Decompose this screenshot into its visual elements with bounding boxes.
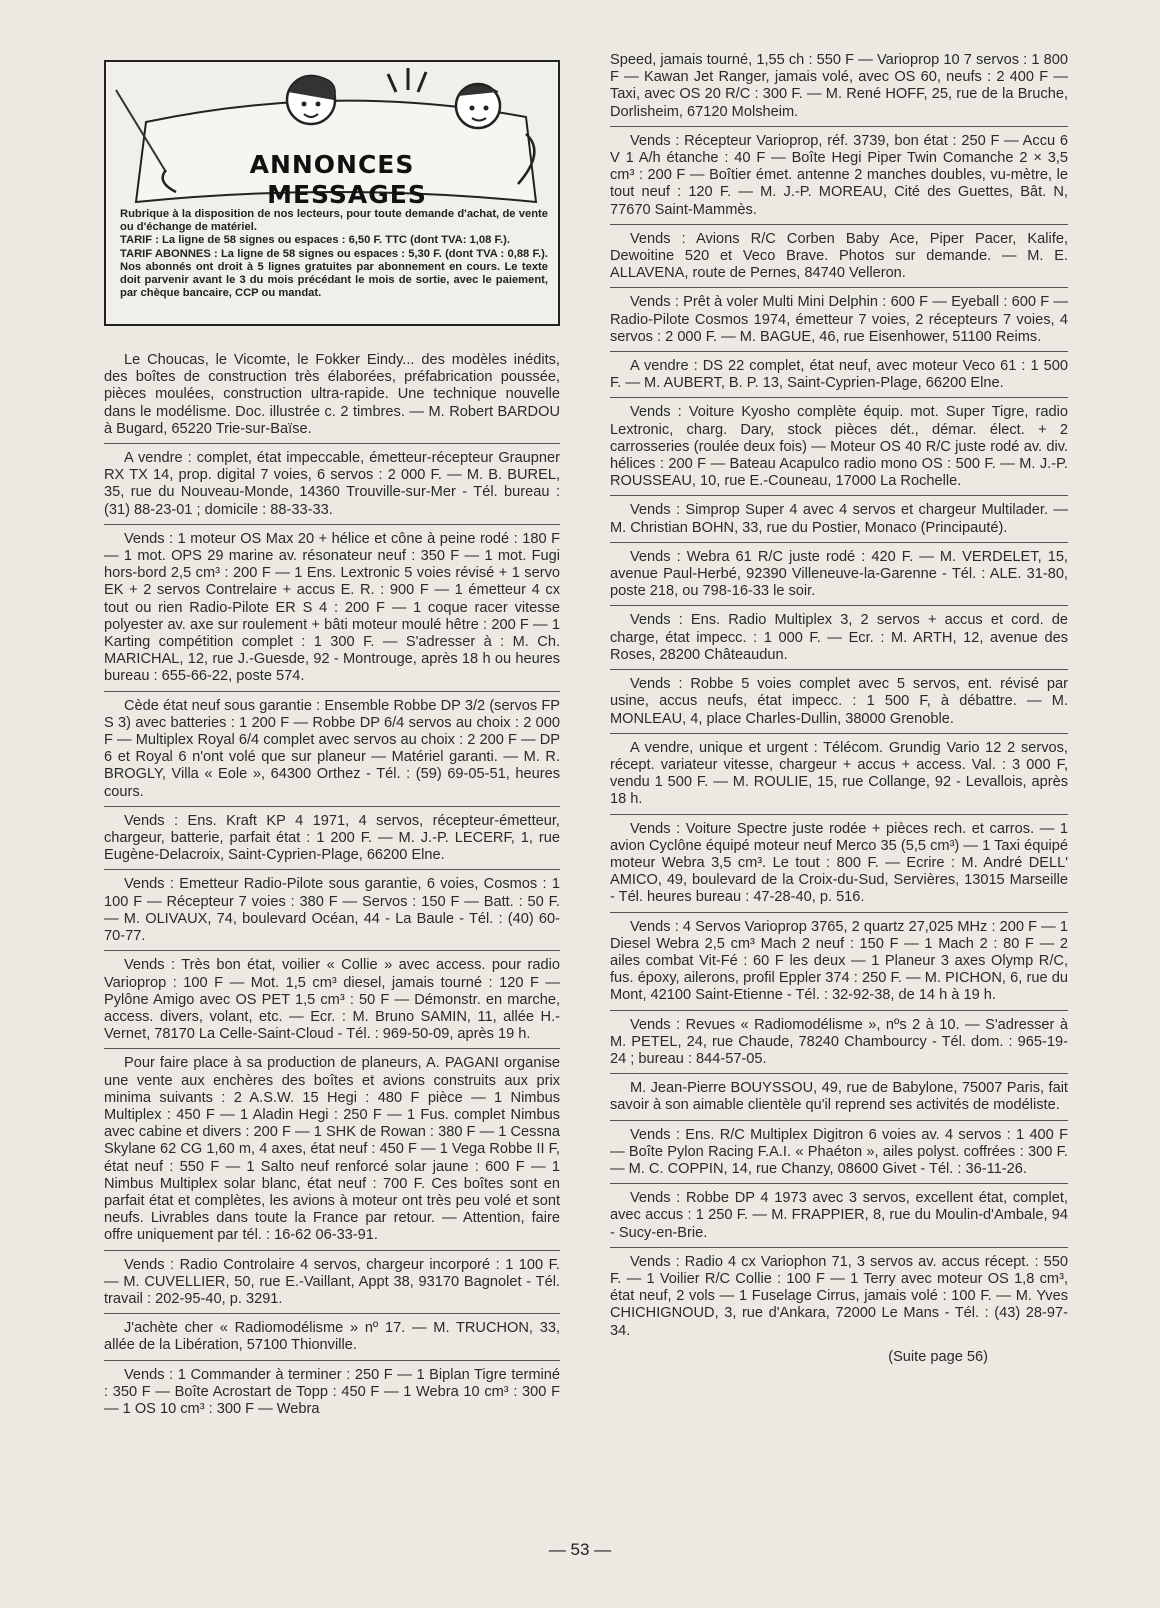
header-text [120,208,548,300]
classified-ad: Vends : Emetteur Radio-Pilote sous garantie, 6 voies, Cosmos : 1 100 F — Récepteur 7 voies : 380 F — Servos : 150 F — Batt. : 50 F. — M. OLIVAUX, 74, boulevard Océan, 44 - La Baule - Tél. : (40) 60-70-77. [104,874,560,951]
classified-ad: J'achète cher « Radiomodélisme » nº 17. — M. TRUCHON, 33, allée de la Libération, 57100 Thionville. [104,1318,560,1360]
classified-ad: Vends : Radio Controlaire 4 servos, chargeur incorporé : 1 100 F. — M. CUVELLIER, 50, rue E.-Vaillant, Appt 38, 93170 Bagnolet - Tél. travail : 202-95-40, p. 3291. [104,1255,560,1315]
left-column [104,350,560,1427]
continued-note: (Suite page 56) [888,1348,988,1365]
classified-ad: Vends : Ens. R/C Multiplex Digitron 6 voies av. 4 servos : 1 400 F — Boîte Pylon Racing F.A.I. « Phaéton », ailes polyst. coffrées : 300 F. — M. C. COPPIN, 14, rue Chanzy, 08600 Givet - Tél. : 36-11-26. [610,1125,1068,1185]
header-intro: Rubrique à la disposition de nos lecteurs, pour toute demande d'achat, de vente ou d'échange de matériel. [120,208,548,234]
classified-ad: Vends : Récepteur Varioprop, réf. 3739, bon état : 250 F — Accu 6 V 1 A/h étanche : 40 F — Boîte Hegi Piper Twin Comanche 2 × 3,5 cm³ : 200 F — Boîtier émet. antenne 2 manches doubles, vu-mètre, le tout neuf : 120 F. — M. J.-P. MOREAU, Cité des Guettes, Bât. N, 77670 Saint-Mammès. [610,131,1068,225]
classified-ad: Vends : Robbe DP 4 1973 avec 3 servos, excellent état, complet, avec accus : 1 250 F. — M. FRAPPIER, 8, rue du Moulin-d'Ambale, 94 - Sucy-en-Brie. [610,1188,1068,1248]
right-column [610,50,1068,1366]
classified-ad: A vendre : DS 22 complet, état neuf, avec moteur Veco 61 : 1 500 F. — M. AUBERT, B. P. 13, Saint-Cyprien-Plage, 66200 Elne. [610,356,1068,398]
classified-ad: Vends : 1 moteur OS Max 20 + hélice et cône à peine rodé : 180 F — 1 mot. OPS 29 marine av. résonateur neuf : 350 F — 1 mot. Fugi hors-bord 2,5 cm³ : 200 F — 1 Ens. Lextronic 5 voies révisé + 1 servo EK + 2 servos Contrelaire + accus E. R. : 900 F — 1 émetteur 4 cx tout ou rien Radio-Pilote ER S 4 : 200 F — 1 coque racer vitesse polyester av. axe sur roulement + bâti moteur moulé hêtre : 200 F — 1 Karting compétition complet : 1 300 F. — S'adresser à : M. Ch. MARICHAL, 12, rue J.-Guesde, 92 - Montrouge, après 18 h ou heures bureau : 655-66-22, poste 574. [104,529,560,692]
classified-ad: Vends : Webra 61 R/C juste rodé : 420 F. — M. VERDELET, 15, avenue Paul-Herbé, 92390 Villeneuve-la-Garenne - Tél. : ALE. 31-80, poste 218, ou 798-16-33 le soir. [610,547,1068,607]
classified-ad: Cède état neuf sous garantie : Ensemble Robbe DP 3/2 (servos FP S 3) avec batteries : 1 200 F — Robbe DP 6/4 servos au choix : 2 000 F — Multiplex Royal 6/4 complet avec servos au choix : 2 200 F — DP 6 et Royal 6 n'ont volé que sur planeur — Matériel garanti. — M. R. BROGLY, Villa « Eole », 64300 Orthez - Tél. : (59) 69-05-51, heures cours. [104,696,560,807]
classified-ad: M. Jean-Pierre BOUYSSOU, 49, rue de Babylone, 75007 Paris, fait savoir à son aimable clientèle qu'il reprend ses activités de modéliste. [610,1078,1068,1120]
classified-ad: Vends : Voiture Kyosho complète équip. mot. Super Tigre, radio Lextronic, charg. Dary, stock pièces dét., démar. élect. + 2 carrosseries (roulée deux fois) — Moteur OS 40 R/C juste rodé av. div. hélices : 200 F — Bateau Acapulco radio mono OS : 500 F. — M. J.-P. ROUSSEAU, 10, rue E.-Couneau, 17000 La Rochelle. [610,402,1068,496]
classified-ad: Vends : Prêt à voler Multi Mini Delphin : 600 F — Eyeball : 600 F — Radio-Pilote Cosmos 1974, émetteur 7 voies, 2 récepteurs 7 voies, 4 servos : 2 000 F. — M. BAGUE, 46, rue Eisenhower, 51100 Reims. [610,292,1068,352]
classified-ad: Vends : Avions R/C Corben Baby Ace, Piper Pacer, Kalife, Dewoitine 520 et Veco Brave. Photos sur demande. — M. E. ALLAVENA, route de Pernes, 84740 Velleron. [610,229,1068,289]
classified-ad: Vends : 1 Commander à terminer : 250 F — 1 Biplan Tigre terminé : 350 F — Boîte Acrostart de Topp : 450 F — 1 Webra 10 cm³ : 300 F — 1 OS 10 cm³ : 300 F — Webra [104,1366,560,1417]
classified-ad: Vends : Très bon état, voilier « Collie » avec access. pour radio Varioprop : 100 F — Mot. 1,5 cm³ diesel, jamais tourné : 120 F — Pylône Amigo avec OS PET 1,5 cm³ : 50 F — Démonstr. en marche, access. divers, volant, etc. — Ecr. : M. Bruno SAMIN, 11, allée H.-Vernet, 78170 La Celle-Saint-Cloud - Tél. : 969-50-09, après 19 h. [104,955,560,1049]
classified-ad: Pour faire place à sa production de planeurs, A. PAGANI organise une vente aux enchères des boîtes et avions construits aux prix minima suivants : 2 A.S.W. 15 Hegi : 480 F pièce — 1 Nimbus Multiplex : 450 F — 1 Aladin Hegi : 250 F — 1 Fus. complet Nimbus avec cabine et divers : 200 F — 1 SHK de Rowan : 380 F — 1 Cessna Skylane 62 CG 1,60 m, 4 axes, état neuf : 450 F — 1 Vega Robbe II F, état neuf : 550 F — 1 Salto neuf renforcé solar jaune : 600 F — 1 Nimbus Multiplex solar blanc, état neuf : 700 F. Ces boîtes sont en parfait état et complètes, les avions à moteur ont très peu volé et sont neufs. Livrables dans toute la France par retour. — Attention, faire offre uniquement par tél. : 16-62 06-33-91. [104,1053,560,1250]
title-line-1: ANNONCES [249,150,415,179]
header-title [106,150,558,210]
classified-ad: A vendre : complet, état impeccable, émetteur-récepteur Graupner RX TX 14, prop. digital 7 voies, 6 servos : 2 000 F. — M. B. BUREL, 35, rue du Nouveau-Monde, 14360 Trouville-sur-Mer - Tél. bureau : (31) 88-23-01 ; domicile : 88-33-33. [104,448,560,525]
classified-ad: Vends : 4 Servos Varioprop 3765, 2 quartz 27,025 MHz : 200 F — 1 Diesel Webra 2,5 cm³ Mach 2 neuf : 150 F — 1 Mach 2 : 80 F — 2 ailes combat Vit-Fé : 60 F les deux — 1 Planeur 3 axes Olymp R/C, fus. époxy, ailerons, profil Eppler 374 : 250 F. — M. PICHON, 6, rue du Mont, 42100 Saint-Etienne - Tél. : 32-92-38, de 14 h à 19 h. [610,917,1068,1011]
classified-ad: Vends : Robbe 5 voies complet avec 5 servos, ent. révisé par usine, accus neufs, état impecc. : 1 500 F, à débattre. — M. MONLEAU, 4, place Charles-Dullin, 38000 Grenoble. [610,674,1068,734]
page-number: — 53 — [548,1540,612,1559]
classified-ad: Le Choucas, le Vicomte, le Fokker Eindy... des modèles inédits, des boîtes de construction très élaborées, préfabrication poussée, pièces moulées, construction ultra-rapide. Une technique nouvelle dans le modélisme. Doc. illustrée c. 2 timbres. — M. Robert BARDOU à Bugard, 65220 Trie-sur-Baïse. [104,350,560,444]
classified-ad: Vends : Simprop Super 4 avec 4 servos et chargeur Multilader. — M. Christian BOHN, 33, rue du Postier, Monaco (Principauté). [610,500,1068,542]
classified-ad: Vends : Revues « Radiomodélisme », nºs 2 à 10. — S'adresser à M. PETEL, 24, rue Chaude, 78240 Chambourcy - Tél. dom. : 965-19-24 ; bureau : 844-57-05. [610,1015,1068,1075]
title-line-2: MESSAGES [267,180,427,209]
classified-ad-continued: Speed, jamais tourné, 1,55 ch : 550 F — Varioprop 10 7 servos : 1 800 F — Kawan Jet Ranger, jamais volé, avec OS 60, neufs : 2 400 F — Taxi, avec OS 20 R/C : 300 F. — M. René HOFF, 25, rue de la Bruche, Dorlisheim, 67120 Molsheim. [610,50,1068,127]
header-box [104,60,560,326]
classified-ad: A vendre, unique et urgent : Télécom. Grundig Vario 12 2 servos, récept. variateur vitesse, chargeur + accus + access. Val. : 3 000 F, vendu 1 500 F. — M. ROULIE, 15, rue Collange, 92 - Levallois, après 18 h. [610,738,1068,815]
header-tarif-abonnes: TARIF ABONNES : La ligne de 58 signes ou espaces : 5,30 F. (dont TVA : 0,88 F.). Nos abonnés ont droit à 5 lignes gratuites par abonnement en cours. Le texte doit parvenir avant le 3 du mois précédant le mois de sortie, avec le paiement, par chèque bancaire, CCP ou mandat. [120,247,548,300]
classified-ad: Vends : Radio 4 cx Variophon 71, 3 servos av. accus récept. : 550 F. — 1 Voilier R/C Collie : 100 F — 1 Terry avec moteur OS 1,8 cm³, état neuf, 2 vols — 1 Fuselage Cirrus, jamais volé : 100 F. — M. Yves CHICHIGNOUD, 3, rue d'Ankara, 72000 Le Mans - Tél. : (43) 28-97-34. [610,1253,1068,1339]
classified-ad: Vends : Ens. Radio Multiplex 3, 2 servos + accus et cord. de charge, état impecc. : 1 000 F. — Ecr. : M. ARTH, 12, avenue des Roses, 28200 Châteaudun. [610,610,1068,670]
classified-ad: Vends : Voiture Spectre juste rodée + pièces rech. et carros. — 1 avion Cyclône équipé moteur neuf Merco 35 (5,5 cm³) — 1 Taxi équipé moteur Webra 3,5 cm³. Le tout : 800 F. — Ecrire : M. André DELL' AMICO, 49, boulevard de la Croix-du-Sud, Servières, 13015 Marseille - Tél. heures bureau : 47-28-40, p. 516. [610,819,1068,913]
classified-ad: Vends : Ens. Kraft KP 4 1971, 4 servos, récepteur-émetteur, chargeur, batterie, parfait état : 1 200 F. — M. J.-P. LECERF, 1, rue Eugène-Delacroix, Saint-Cyprien-Plage, 66200 Elne. [104,811,560,871]
header-tarif: TARIF : La ligne de 58 signes ou espaces : 6,50 F. TTC (dont TVA: 1,08 F.). [120,234,510,247]
